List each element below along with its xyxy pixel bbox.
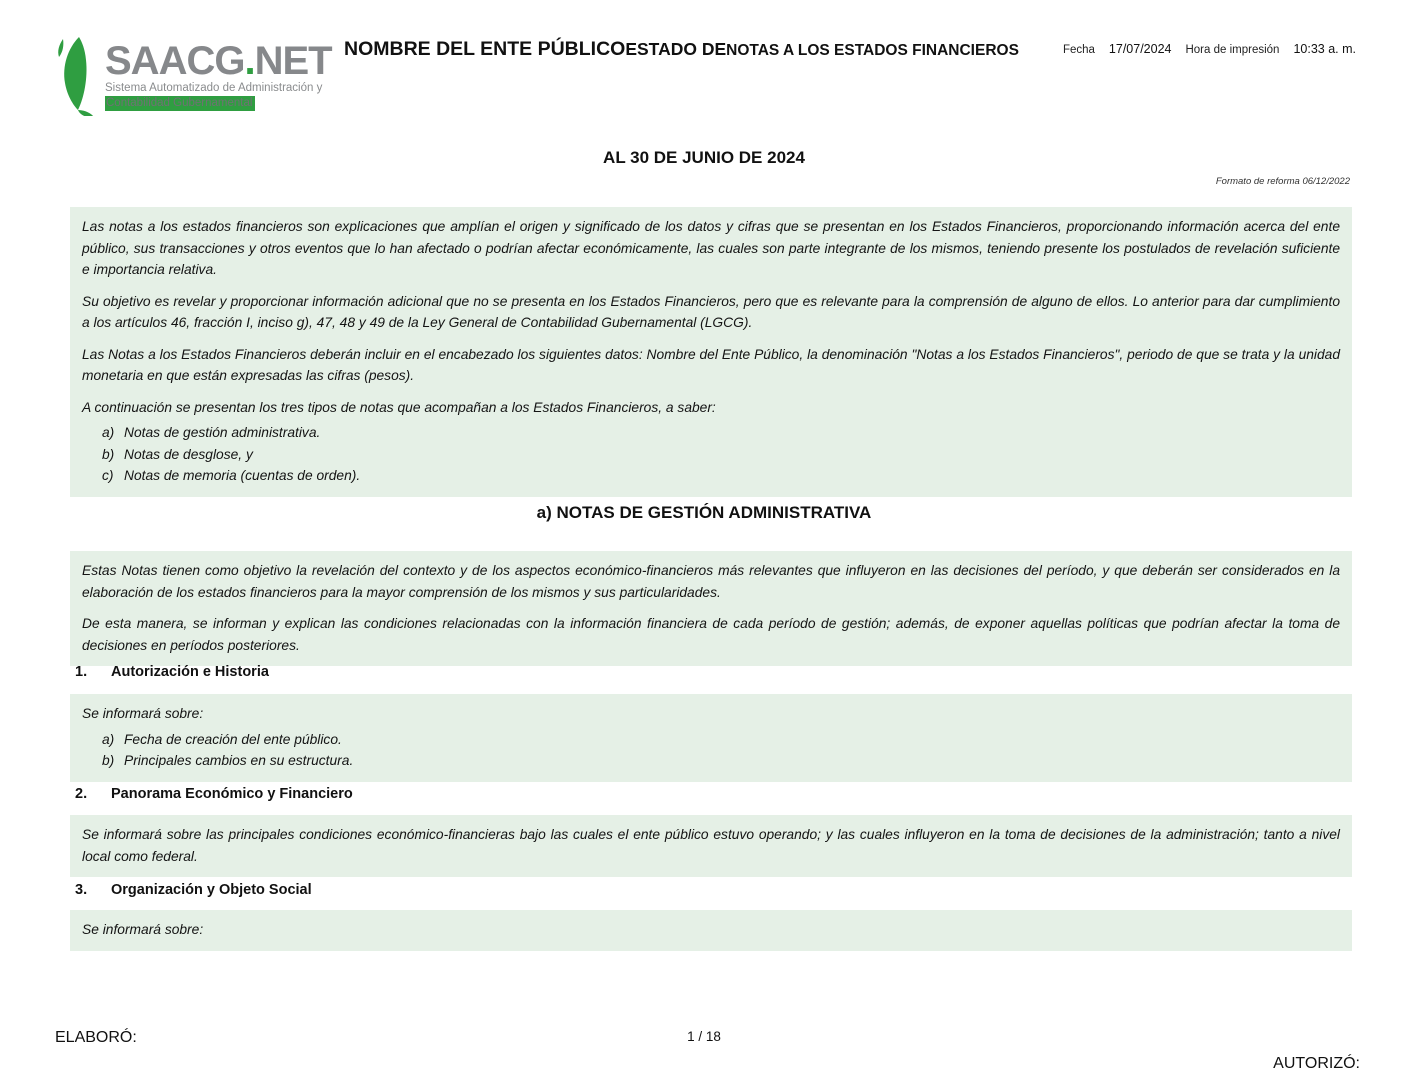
section-1-intro: Se informará sobre: xyxy=(82,706,204,721)
date-label: Fecha xyxy=(1062,44,1095,56)
list-item: c) Notas de memoria (cuentas de orden). xyxy=(102,468,361,483)
date-value: 17/07/2024 xyxy=(1108,42,1172,56)
print-time-label: Hora de impresión xyxy=(1185,44,1280,56)
print-meta xyxy=(1049,42,1356,56)
page-indicator: 1 / 18 xyxy=(687,1029,721,1044)
brand-dot: . xyxy=(244,39,255,83)
section-3-block xyxy=(70,910,1352,951)
section-2-heading: 2. Panorama Económico y Financiero xyxy=(75,786,353,802)
list-item: a) Fecha de creación del ente público. xyxy=(102,731,342,747)
leaf-icon xyxy=(55,36,103,116)
gestion-paragraph-2: De esta manera, se informan y explican las condiciones relacionadas con la información financiera de cada período de gestión; además, de exponer aquellas políticas que podrían afectar la toma de decisiones en períodos posteriores. xyxy=(82,616,1340,653)
autorizo-label: AUTORIZÓ: xyxy=(1273,1055,1360,1072)
gestion-heading: a) NOTAS DE GESTIÓN ADMINISTRATIVA xyxy=(536,503,872,522)
brand-tagline: Sistema Automatizado de Administración y Contabilidad Gubernamental xyxy=(105,82,323,109)
section-3-body: Se informará sobre: xyxy=(82,922,204,937)
saacg-logo xyxy=(55,36,332,116)
logo-text xyxy=(105,36,332,111)
reform-note: Formato de reforma 06/12/2022 xyxy=(1215,176,1350,187)
section-1-heading: 1. Autorización e Historia xyxy=(75,664,269,680)
notes-type-list xyxy=(82,422,1340,487)
brand-name: SAACG.NET xyxy=(105,39,332,83)
gestion-block xyxy=(70,551,1352,666)
list-item: b) Notas de desglose, y xyxy=(102,446,253,462)
section-2-block xyxy=(70,815,1352,877)
section-3-heading: 3. Organización y Objeto Social xyxy=(75,882,312,898)
print-time-value: 10:33 a. m. xyxy=(1293,42,1356,56)
statement-prefix: ESTADO DE xyxy=(625,39,727,59)
section-2-body: Se informará sobre las principales condiciones económico-financieras bajo las cuales el ente público estuvo operando; y las cuales influyeron en la toma de decisiones de la administración; tanto a nivel local como federal. xyxy=(82,827,1340,864)
period-subtitle: AL 30 DE JUNIO DE 2024 xyxy=(603,148,805,167)
list-item: b) Principales cambios en su estructura. xyxy=(102,753,354,768)
report-header-title xyxy=(344,38,1019,61)
intro-paragraph-4: A continuación se presentan los tres tipos de notas que acompañan a los Estados Financieros, a saber: xyxy=(82,399,716,415)
section-1-list xyxy=(82,729,1340,772)
intro-paragraph-3: Las Notas a los Estados Financieros deberán incluir en el encabezado los siguientes datos: Nombre del Ente Público, la denominación "Notas a los Estados Financieros", periodo de que se trata y la unidad monetaria en que están expresadas las cifras (pesos). xyxy=(82,346,1340,383)
statement-name: NOTAS A LOS ESTADOS FINANCIEROS xyxy=(726,42,1019,59)
intro-block xyxy=(70,207,1352,497)
intro-paragraph-2: Su objetivo es revelar y proporcionar información adicional que no se presenta en los Estados Financieros, pero que es relevante para la comprensión de alguno de ellos. Lo anterior para dar cumplimiento a los artículos 46, fracción I, inciso g), 47, 48 y 49 de la Ley General de Contabilidad Gubernamental (LGCG). xyxy=(82,293,1340,330)
gestion-paragraph-1: Estas Notas tienen como objetivo la revelación del contexto y de los aspectos económico-financieros más relevantes que influyeron en las decisiones del período, y que deberán ser considerados en la elaboración de los estados financieros para la mayor comprensión de los mismos y sus particularidades. xyxy=(82,563,1340,600)
entity-name: NOMBRE DEL ENTE PÚBLICO xyxy=(344,38,626,60)
list-item: a) Notas de gestión administrativa. xyxy=(102,425,321,440)
elaboro-label: ELABORÓ: xyxy=(55,1029,137,1046)
section-1-block xyxy=(70,694,1352,782)
intro-paragraph-1: Las notas a los estados financieros son explicaciones que amplían el origen y significado de los datos y cifras que se presentan en los Estados Financieros, proporcionando información acerca del ente público, sus transacciones y otros eventos que lo han afectado o podrían afectar económicamente, las cuales son parte integrante de los mismos, teniendo presente los postulados de revelación suficiente e importancia relativa. xyxy=(82,219,1340,277)
